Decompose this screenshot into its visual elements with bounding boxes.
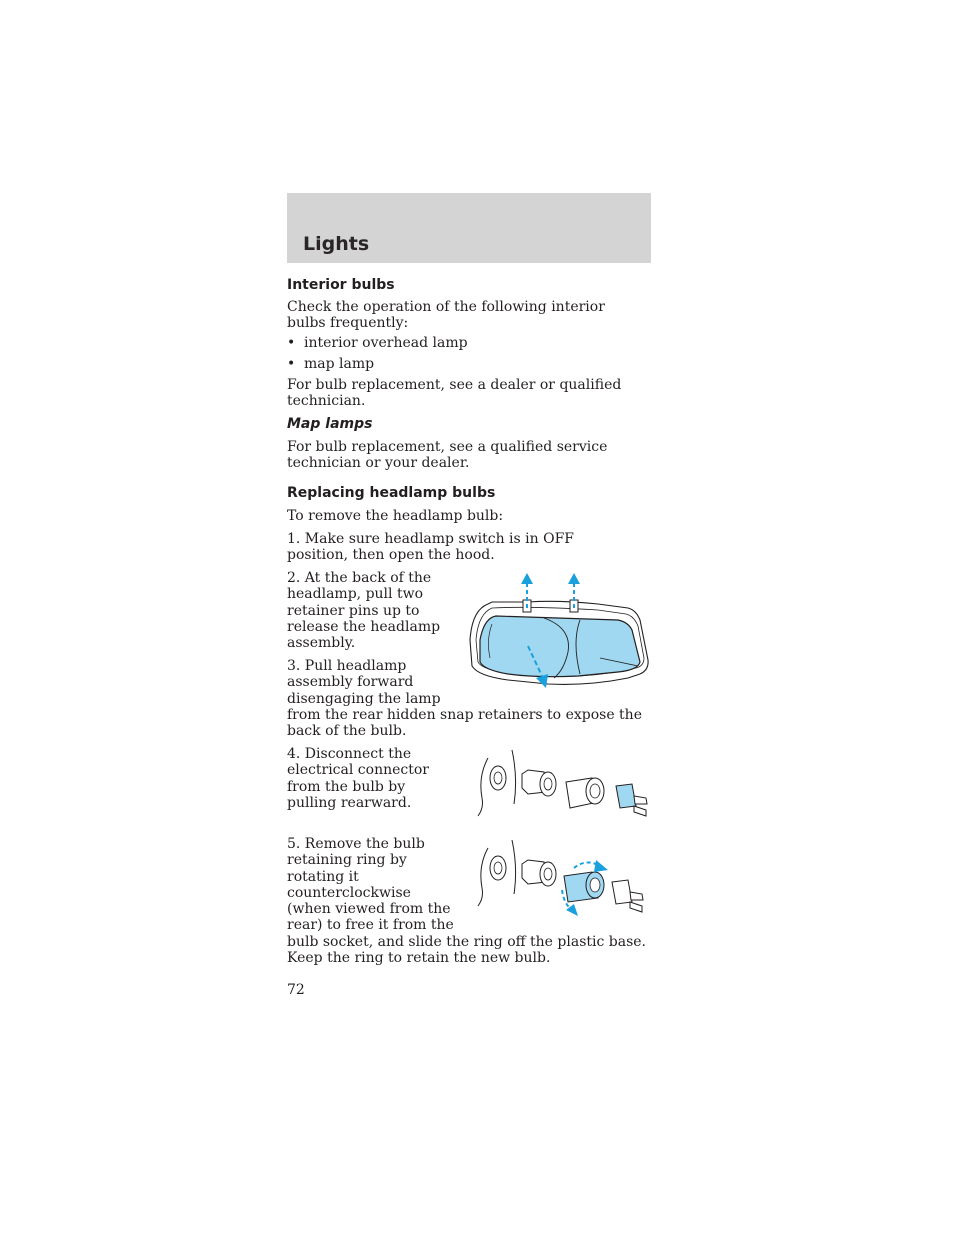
step-3-part-1: 3. Pull headlamp assembly forward disengaging the lamp	[287, 658, 441, 707]
step-1: 1. Make sure headlamp switch is in OFF position, then open the hood.	[287, 531, 574, 564]
step-5-part-1: 5. Remove the bulb retaining ring by rotating it counterclockwise (when viewed from the rear) to free it from the	[287, 836, 454, 934]
map-lamps-text: For bulb replacement, see a qualified service technician or your dealer.	[287, 439, 608, 472]
disconnect-connector-illustration	[474, 748, 652, 824]
list-item	[287, 356, 587, 372]
list-item	[287, 335, 587, 351]
interior-bulbs-heading: Interior bulbs	[287, 277, 395, 293]
list-item-text: interior overhead lamp	[304, 335, 468, 351]
section-title: Lights	[303, 233, 370, 255]
interior-bulbs-intro: Check the operation of the following interior bulbs frequently:	[287, 299, 605, 332]
page-number: 72	[287, 982, 305, 998]
bullet-dot: •	[287, 356, 296, 372]
list-item-text: map lamp	[304, 356, 375, 372]
step-3-part-2: from the rear hidden snap retainers to expose the back of the bulb.	[287, 707, 642, 740]
step-4: 4. Disconnect the electrical connector from the bulb by pulling rearward.	[287, 746, 429, 811]
step-2: 2. At the back of the headlamp, pull two retainer pins up to release the headlamp assembly.	[287, 570, 441, 652]
section-header	[287, 193, 651, 263]
step-5-part-2: bulb socket, and slide the ring off the plastic base. Keep the ring to retain the new bulb.	[287, 934, 647, 967]
interior-bulbs-note: For bulb replacement, see a dealer or qualified technician.	[287, 377, 622, 410]
rotate-retaining-ring-illustration	[474, 838, 652, 922]
bullet-dot: •	[287, 335, 296, 351]
map-lamps-heading: Map lamps	[287, 416, 373, 432]
replacing-headlamp-heading: Replacing headlamp bulbs	[287, 485, 496, 501]
headlamp-intro: To remove the headlamp bulb:	[287, 508, 504, 524]
headlamp-assembly-illustration	[468, 570, 652, 692]
